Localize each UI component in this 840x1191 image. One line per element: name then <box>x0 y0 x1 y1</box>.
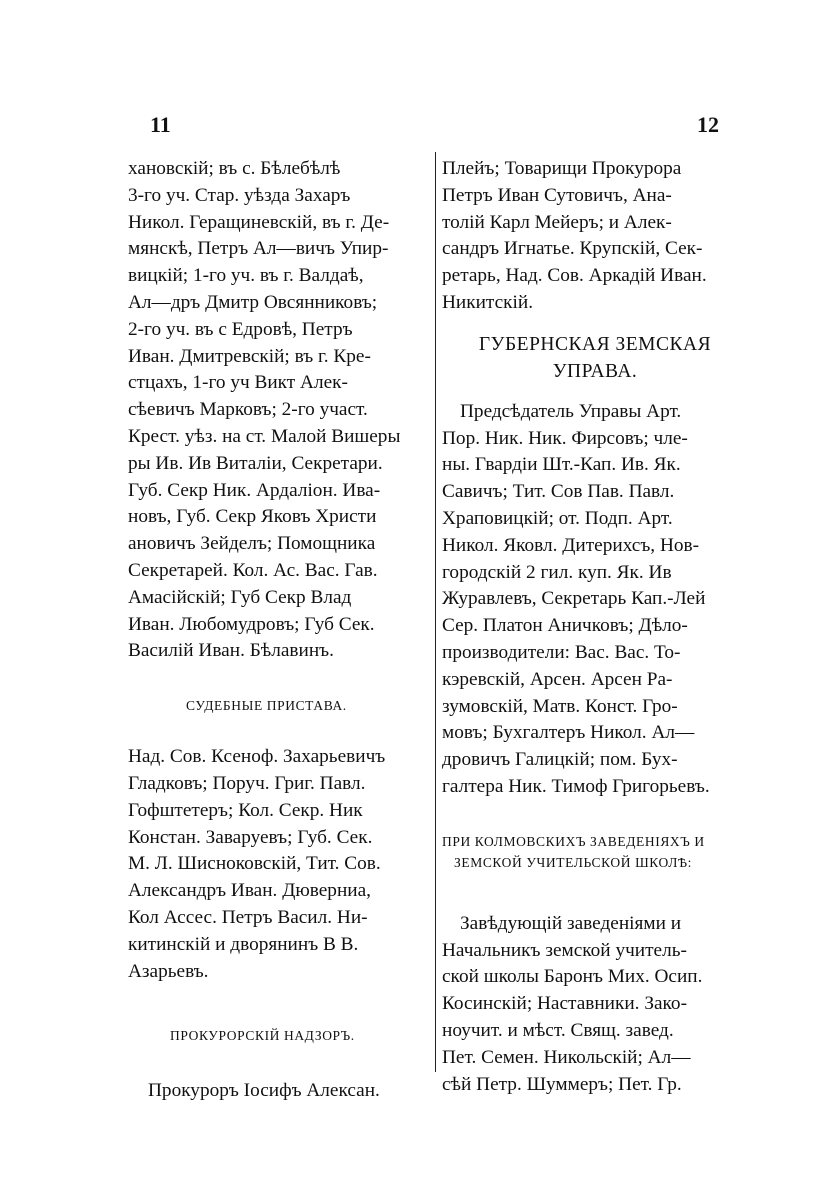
text-line: Василій Иван. Бѣлавинъ. <box>128 640 334 662</box>
section-heading-zemstvo-board <box>442 331 748 385</box>
text-line: ской школы Баронъ Мих. Осип. <box>442 966 703 988</box>
text-line: ановичъ Зейделъ; Помощника <box>128 533 376 555</box>
text-line: ны. Гвардіи Шт.-Кап. Ив. Як. <box>442 454 681 476</box>
text-line: Прокуроръ Іосифъ Алексан. <box>148 1080 380 1102</box>
text-line: сѣевичъ Марковъ; 2-го участ. <box>128 399 368 421</box>
text-line: Крест. уѣз. на ст. Малой Вишеры <box>128 425 401 447</box>
text-line: вицкій; 1-го уч. въ г. Валдаѣ, <box>128 265 364 287</box>
text-line: Кол Ассес. Петръ Васил. Ни- <box>128 906 368 928</box>
text-line: дровичъ Галицкій; пом. Бух- <box>442 749 678 771</box>
text-line: Пор. Ник. Ник. Фирсовъ; чле- <box>442 427 688 449</box>
text-line: Плейъ; Товарищи Прокурора <box>442 158 682 179</box>
text-line: мовъ; Бухгалтеръ Никол. Ал— <box>442 722 695 744</box>
text-line: городскій 2 гил. куп. Як. Ив <box>442 561 672 583</box>
text-line: Губ. Секр Ник. Ардаліон. Ива- <box>128 479 381 501</box>
text-line: Ал—дръ Дмитр Овсянниковъ; <box>128 291 378 313</box>
text-line: Никол. Яковл. Дитерихсъ, Нов- <box>442 534 700 556</box>
text-line: мянскѣ, Петръ Ал—вичъ Упир- <box>128 238 389 260</box>
text-line: галтера Ник. Тимоф Григорьевъ. <box>442 775 710 797</box>
right-block-2 <box>442 399 748 801</box>
text-line: М. Л. Шисноковскій, Тит. Сов. <box>128 853 381 875</box>
section-heading-court-bailiffs: СУДЕБНЫЕ ПРИСТАВА. <box>186 698 347 714</box>
heading-line: ЗЕМСКОЙ УЧИТЕЛЬСКОЙ ШКОЛѢ: <box>454 854 693 870</box>
text-line: Завѣдующій заведеніями и <box>460 912 682 934</box>
text-line: стцахъ, 1-го уч Викт Алек- <box>128 372 348 394</box>
text-line: новъ, Губ. Секр Яковъ Христи <box>128 506 377 528</box>
text-line: сѣй Петр. Шуммеръ; Пет. Гр. <box>442 1073 682 1095</box>
text-line: 3-го уч. Стар. уѣзда Захаръ <box>128 184 351 206</box>
text-line: Сер. Платон Аничковъ; Дѣло- <box>442 615 688 637</box>
text-line: сандръ Игнатье. Крупскій, Сек- <box>442 238 703 260</box>
text-line: ретарь, Над. Сов. Аркадій Иван. <box>442 265 707 287</box>
text-line: Амасійскій; Губ Секр Влад <box>128 586 352 608</box>
text-line: Петръ Иван Сутовичъ, Ана- <box>442 184 672 206</box>
text-line: 2-го уч. въ с Едровѣ, Петръ <box>128 318 353 340</box>
text-line: Предсѣдатель Управы Арт. <box>460 400 682 422</box>
right-block-1 <box>442 156 748 317</box>
text-line: ноучит. и мѣст. Свящ. завед. <box>442 1019 674 1041</box>
heading-line: УПРАВА. <box>552 360 638 382</box>
text-line: Косинскій; Наставники. Зако- <box>442 993 687 1015</box>
text-line: Храповицкій; от. Подп. Арт. <box>442 507 673 529</box>
right-column <box>442 156 748 1098</box>
text-line: Иван. Любомудровъ; Губ Сек. <box>128 613 375 635</box>
section-heading-kolmovo-institutions <box>442 831 748 873</box>
text-line: Журавлевъ, Секретарь Кап.-Лей <box>442 588 706 610</box>
text-line: зумовскій, Матв. Конст. Гро- <box>442 695 678 717</box>
text-line: Начальникъ земской учитель- <box>442 939 687 961</box>
text-line: хановскій; въ с. Бѣлебѣлѣ <box>128 158 341 179</box>
text-line: Савичъ; Тит. Сов Пав. Павл. <box>442 481 675 503</box>
text-line: Азарьевъ. <box>128 960 209 982</box>
text-line: Гофштетеръ; Кол. Секр. Ник <box>128 799 363 821</box>
text-line: Констан. Заваруевъ; Губ. Сек. <box>128 826 373 848</box>
text-line: Секретарей. Кол. Ас. Вас. Гав. <box>128 559 378 581</box>
left-block-2 <box>128 744 430 985</box>
text-line: Пет. Семен. Никольскій; Ал— <box>442 1046 691 1068</box>
left-block-1 <box>128 156 430 665</box>
text-line: Иван. Дмитревскій; въ г. Кре- <box>128 345 371 367</box>
section-heading-prosecutor: ПРОКУРОРСКІЙ НАДЗОРЪ. <box>170 1028 355 1044</box>
heading-line: ПРИ КОЛМОВСКИХЪ ЗАВЕДЕНІЯХЪ И <box>442 833 705 849</box>
text-line: Никитскій. <box>442 291 534 313</box>
page-number-right: 12 <box>697 112 719 137</box>
left-column <box>128 156 430 1105</box>
text-line: Над. Сов. Ксеноф. Захарьевичъ <box>128 746 386 768</box>
text-line: толій Карл Мейеръ; и Алек- <box>442 211 672 233</box>
text-line: Гладковъ; Поруч. Григ. Павл. <box>128 772 366 794</box>
text-line: производители: Вас. Вас. То- <box>442 641 681 663</box>
text-line: кэревскій, Арсен. Арсен Ра- <box>442 668 673 690</box>
text-line: китинскій и дворянинъ В В. <box>128 933 359 955</box>
text-line: ры Ив. Ив Виталіи, Секретари. <box>128 452 383 474</box>
text-line: Никол. Геращиневскій, въ г. Де- <box>128 211 390 233</box>
column-divider <box>435 152 436 1072</box>
page-number-left: 11 <box>150 112 171 137</box>
right-block-3 <box>442 911 748 1099</box>
heading-line: ГУБЕРНСКАЯ ЗЕМСКАЯ <box>478 333 712 355</box>
text-line: Александръ Иван. Дюверниа, <box>128 880 371 902</box>
left-block-3 <box>128 1078 430 1105</box>
